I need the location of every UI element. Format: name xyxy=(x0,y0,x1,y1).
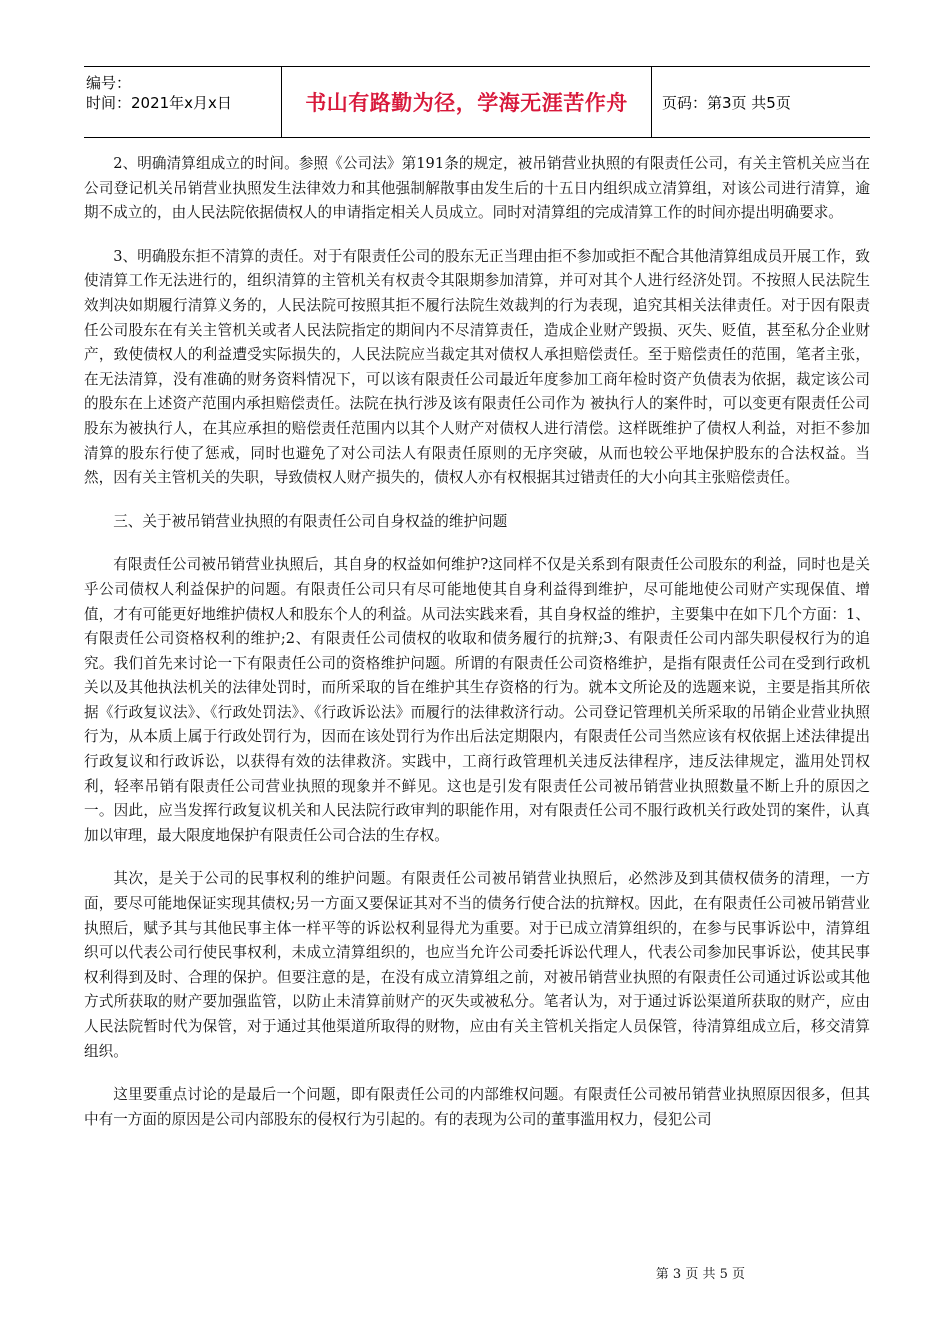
page-header xyxy=(84,66,870,138)
document-number: 编号： xyxy=(86,74,132,92)
page-footer: 第 3 页 共 5 页 xyxy=(655,1267,745,1282)
paragraph: 有限责任公司被吊销营业执照后，其自身的权益如何维护?这同样不仅是关系到有限责任公司股东的利益，同时也是关乎公司债权人利益保护的问题。有限责任公司只有尽可能地使其自身利益得到维护，尽可能地使公司财产实现保值、增值，才有可能更好地维护债权人和股东个人的利益。从司法实践来看，其自身权益的维护，主要集中在如下几个方面：1、有限责任公司资格权利的维护;2、有限责任公司债权的收取和债务履行的抗辩;3、有限责任公司内部失职侵权行为的追究。我们首先来讨论一下有限责任公司的资格维护问题。所谓的有限责任公司资格维护，是指有限责任公司在受到行政机关以及其他执法机关的法律处罚时，而所采取的旨在维护其生存资格的行为。就本文所论及的选题来说，主要是指其所依据《行政复议法》、《行政处罚法》、《行政诉讼法》而履行的法律救济行动。公司登记管理机关所采取的吊销企业营业执照行为，从本质上属于行政处罚行为，因而在该处罚行为作出后法定期限内，有限责任公司当然应该有权依据上述法律提出行政复议和行政诉讼，以获得有效的法律救济。实践中，工商行政管理机关违反法律程序，违反法律规定，滥用处罚权利，轻率吊销有限责任公司营业执照的现象并不鲜见。这也是引发有限责任公司被吊销营业执照数量不断上升的原因之一。因此，应当发挥行政复议机关和人民法院行政审判的职能作用，对有限责任公司不服行政机关行政处罚的案件，认真加以审理，最大限度地保护有限责任公司合法的生存权。 xyxy=(84,556,870,844)
paragraph: 3、明确股东拒不清算的责任。对于有限责任公司的股东无正当理由拒不参加或拒不配合其他清算组成员开展工作，致使清算工作无法进行的，组织清算的主管机关有权责令其限期参加清算，并可对其个人进行经济处罚。不按照人民法院生效判决如期履行清算义务的，人民法院可按照其拒不履行法院生效裁判的行为表现，追究其相关法律责任。对于因有限责任公司股东在有关主管机关或者人民法院指定的期间内不尽清算责任，造成企业财产毁损、灭失、贬值，甚至私分企业财产，致使债权人的利益遭受实际损失的，人民法院应当裁定其对债权人承担赔偿责任。至于赔偿责任的范围，笔者主张，在无法清算，没有准确的财务资料情况下，可以该有限责任公司最近年度参加工商年检时资产负债表为依据，裁定该公司的股东在上述资产范围内承担赔偿责任。法院在执行涉及该有限责任公司作为 被执行人的案件时，可以变更有限责任公司股东为被执行人，在其应承担的赔偿责任范围内以其个人财产对债权人进行清偿。这样既维护了债权人利益，对拒不参加清算的股东行使了惩戒，同时也避免了对公司法人有限责任原则的无序突破，从而也较公平地保护股东的合法权益。当然，因有关主管机关的失职，导致债权人财产损失的，债权人亦有权根据其过错责任的大小向其主张赔偿责任。 xyxy=(84,247,870,487)
header-meta xyxy=(84,67,282,137)
header-motto: 书山有路勤为径，学海无涯苦作舟 xyxy=(282,67,652,137)
document-time: 时间：2021年x月x日 xyxy=(86,94,232,112)
paragraph: 2、明确清算组成立的时间。参照《公司法》第191条的规定，被吊销营业执照的有限责任公司，有关主管机关应当在公司登记机关吊销营业执照发生法律效力和其他强制解散事由发生后的十五日内组织成立清算组，对该公司进行清算，逾期不成立的，由人民法院依据债权人的申请指定相关人员成立。同时对清算组的完成清算工作的时间亦提出明确要求。 xyxy=(84,155,870,222)
section-heading: 三、关于被吊销营业执照的有限责任公司自身权益的维护问题 xyxy=(113,512,508,530)
paragraph: 这里要重点讨论的是最后一个问题，即有限责任公司的内部维权问题。有限责任公司被吊销营业执照原因很多，但其中有一方面的原因是公司内部股东的侵权行为引起的。有的表现为公司的董事滥用权力，侵犯公司 xyxy=(84,1086,870,1128)
paragraph: 其次，是关于公司的民事权利的维护问题。有限责任公司被吊销营业执照后，必然涉及到其债权债务的清理，一方面，要尽可能地保证实现其债权;另一方面又要保证其对不当的债务行使合法的抗辩权。因此，在有限责任公司被吊销营业执照后，赋予其与其他民事主体一样平等的诉讼权利显得尤为重要。对于已成立清算组织的，在参与民事诉讼中，清算组织可以代表公司行使民事权利，未成立清算组织的，也应当允许公司委托诉讼代理人，代表公司参加民事诉讼，使其民事权利得到及时、合理的保护。但要注意的是，在没有成立清算组之前，对被吊销营业执照的有限责任公司通过诉讼或其他方式所获取的财产要加强监管，以防止未清算前财产的灭失或被私分。笔者认为，对于通过诉讼渠道所获取的财产，应由人民法院暂时代为保管，对于通过其他渠道所取得的财物，应由有关主管机关指定人员保管，待清算组成立后，移交清算组织。 xyxy=(84,870,870,1060)
document-body xyxy=(84,152,870,1151)
header-page-info: 页码：第3页 共5页 xyxy=(662,93,791,112)
